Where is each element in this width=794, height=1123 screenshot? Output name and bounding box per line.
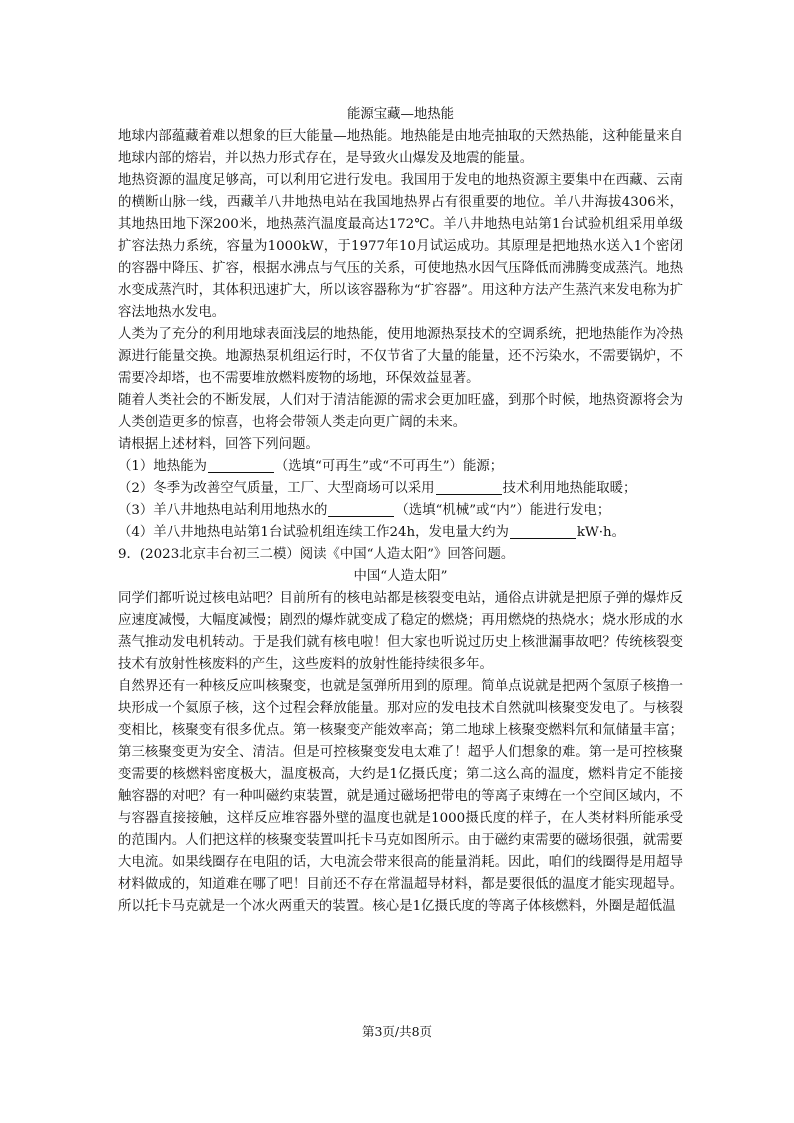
instruction: 请根据上述材料，回答下列问题。: [118, 437, 319, 452]
paragraph: 自然界还有一种核反应叫核聚变，也就是氢弹所用到的原理。简单点说就是把两个氢原子核撸一块形成一个氦原子核，这个过程会释放能量。那对应的发电技术自然就叫核聚变发电了。与核裂变相比，核聚变有很多优点。第一核聚变产能效率高；第二地球上核聚变燃料氘和氚储量丰富；第三核聚变更为安全、清洁。但是可控核聚变发电太难了！超乎人们想象的难。第一是可控核聚变需要的核燃料密度极大，温度极高，大约是1亿摄氏度；第二这么高的温度，燃料肯定不能接触容器的对吧？有一种叫磁约束装置，就是通过磁场把带电的等离子束缚在一个空间区域内，不与容器直接接触，这样反应堆容器外壁的温度也就是1000摄氏度的样子，在人类材料所能承受的范围内。人们把这样的核聚变装置叫托卡马克如图所示。由于磁约束需要的磁场很强，就需要大电流。如果线圈存在电阻的话，大电流会带来很高的能量消耗。因此，咱们的线圈得是用超导材料做成的，知道难在哪了吧！目前还不存在常温超导材料，都是要很低的温度才能实现超导。所以托卡马克就是一个冰火两重天的装置。核心是1亿摄氏度的等离子体核燃料，外圈是超低温: [118, 679, 683, 914]
paragraph: 同学们都听说过核电站吧？目前所有的核电站都是核裂变电站，通俗点讲就是把原子弹的爆炸反应速度减慢，大幅度减慢；剧烈的爆炸就变成了稳定的燃烧；再用燃烧的热烧水；烧水形成的水蒸气推动发电机转动。于是我们就有核电啦！但大家也听说过历史上核泄漏事故吧？传统核裂变技术有放射性核废料的产生，这些废料的放射性能持续很多年。: [118, 591, 683, 672]
question-text: （2）冬季为改善空气质量，工厂、大型商场可以采用: [118, 481, 435, 496]
answer-blank[interactable]: [436, 480, 502, 495]
question-item: [118, 522, 683, 544]
question-text: （选填“可再生”或“不可再生”）能源；: [274, 459, 504, 474]
question-text: kW·h。: [576, 525, 626, 540]
answer-blank[interactable]: [328, 502, 394, 517]
question-item: [118, 456, 683, 478]
question-text: （1）地热能为: [118, 459, 207, 474]
paragraph: 地热资源的温度足够高，可以利用它进行发电。我国用于发电的地热资源主要集中在西藏、云南的横断山脉一线，西藏羊八井地热电站在我国地热界占有很重要的地位。羊八井海拔4306米，其地热田地下深200米，地热蒸汽温度最高达172℃。羊八井地热电站第1台试验机组采用单级扩容法热力系统，容量为1000kW，于1977年10月试运成功。其原理是把地热水送入1个密闭的容器中降压、扩容，根据水沸点与气压的关系，可使地热水因气压降低而沸腾变成蒸汽。地热水变成蒸汽时，其体积迅速扩大，所以该容器称为“扩容器”。用这种方法产生蒸汽来发电称为扩容法地热水发电。: [118, 173, 683, 320]
article-title: 中国“人造太阳”: [353, 569, 448, 584]
page-number: 第3页/共8页: [361, 1024, 433, 1039]
article-title: 能源宝藏—地热能: [346, 107, 455, 122]
question-text: （选填“机械”或“内”）能进行发电；: [395, 503, 611, 518]
question-text: （4）羊八井地热电站第1台试验机组连续工作24h，发电量大约为: [118, 525, 509, 540]
paragraph: 人类为了充分的利用地球表面浅层的地热能，使用地源热泵技术的空调系统，把地热能作为冷热源进行能量交换。地源热泵机组运行时，不仅节省了大量的能量，还不污染水，不需要锅炉，不需要冷却塔，也不需要堆放燃料废物的场地，环保效益显著。: [118, 327, 683, 386]
question-item: [118, 478, 683, 500]
question-item: [118, 500, 683, 522]
answer-blank[interactable]: [208, 458, 274, 473]
question-text: （3）羊八井地热电站利用地热水的: [118, 503, 328, 518]
question-text: 技术利用地热能取暖；: [502, 481, 637, 496]
answer-blank[interactable]: [510, 524, 576, 539]
paragraph: 随着人类社会的不断发展，人们对于清洁能源的需求会更加旺盛，到那个时候，地热资源将会为人类创造更多的惊喜，也将会带领人类走向更广阔的未来。: [118, 393, 683, 430]
page-content: [118, 104, 683, 918]
paragraph: 地球内部蕴藏着难以想象的巨大能量—地热能。地热能是由地壳抽取的天然热能，这种能量来自地球内部的熔岩，并以热力形式存在，是导致火山爆发及地震的能量。: [118, 129, 683, 166]
question-9-intro: 9．(2023北京丰台初三二模）阅读《中国“人造太阳”》回答问题。: [118, 547, 515, 562]
